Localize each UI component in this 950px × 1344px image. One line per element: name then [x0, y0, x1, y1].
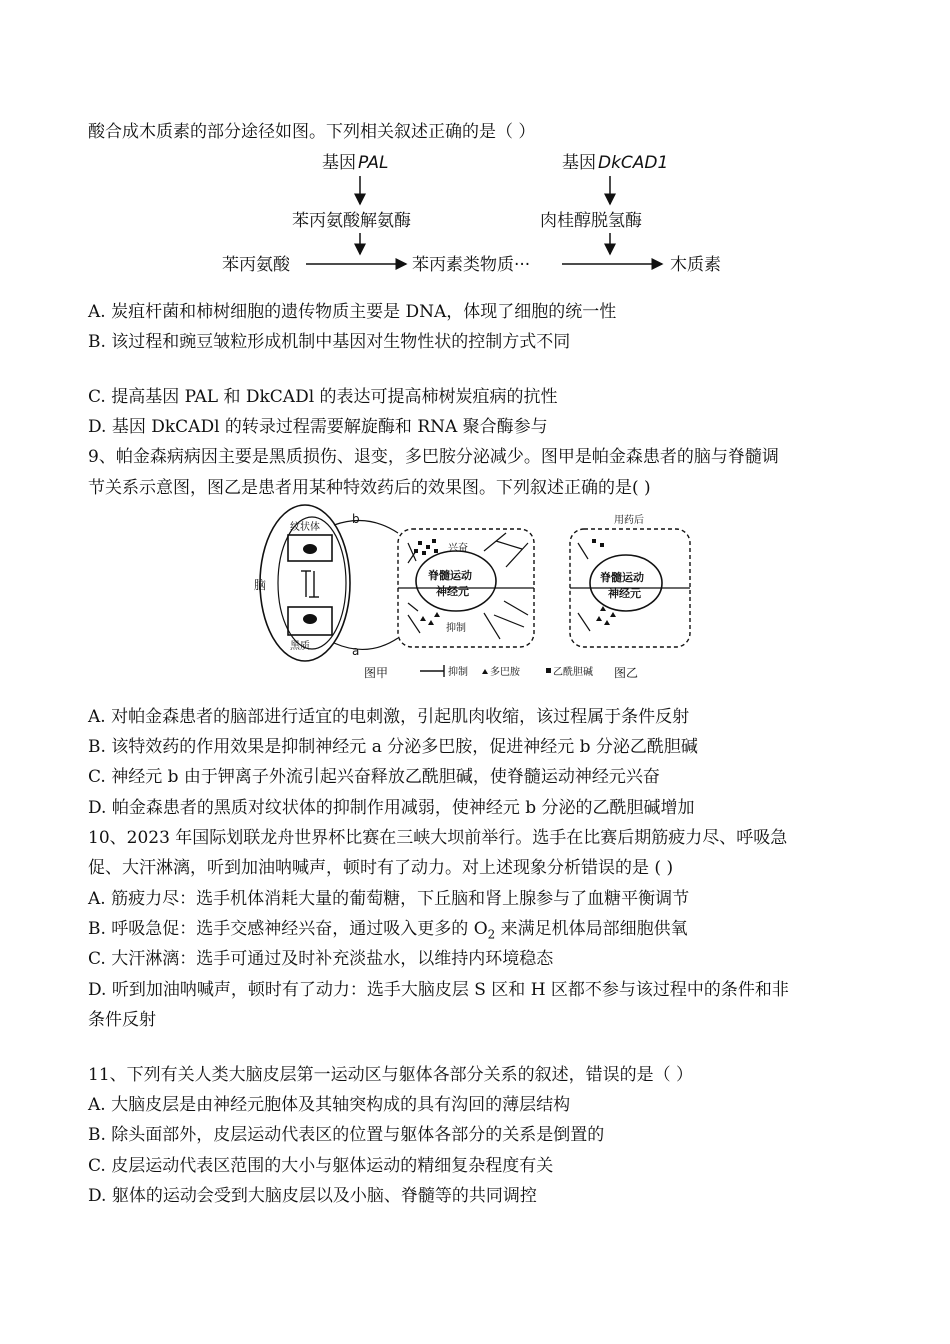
- q10-option-d-line2: 条件反射: [88, 1010, 156, 1030]
- q10-option-d-line1: D. 听到加油呐喊声，顿时有了动力：选手大脑皮层 S 区和 H 区都不参与该过程中的条件和非: [88, 980, 789, 1000]
- nigra-label: 黑质: [290, 641, 310, 652]
- excite-label: 兴奋: [448, 543, 468, 554]
- intermediate-label: 苯丙素类物质···: [412, 255, 531, 275]
- q9-stem-line2: 节关系示意图，图乙是患者用某种特效药后的效果图。下列叙述正确的是( ): [88, 478, 651, 498]
- dendrite-top: [484, 533, 528, 567]
- q10-option-c: C. 大汗淋漓：选手可通过及时补充淡盐水，以维持内环境稳态: [88, 949, 554, 969]
- q11-option-c: C. 皮层运动代表区范围的大小与躯体运动的精细复杂程度有关: [88, 1156, 554, 1176]
- enzyme-pal: 苯丙氨酸解氨酶: [292, 211, 411, 231]
- q10-option-b-post: 来满足机体局部细胞供氧: [495, 919, 688, 939]
- synapse-terminal-top: [408, 543, 416, 563]
- nigra-nucleus: [303, 614, 317, 624]
- q11-option-d: D. 躯体的运动会受到大脑皮层以及小脑、脊髓等的共同调控: [88, 1186, 537, 1206]
- dopamine-particle: [596, 616, 602, 621]
- q8-option-b: B. 该过程和豌豆皱粒形成机制中基因对生物性状的控制方式不同: [88, 332, 571, 352]
- enzyme-dk: 肉桂醇脱氢酶: [540, 211, 642, 231]
- lignin-pathway-diagram: [200, 146, 760, 278]
- ach-particle: [432, 539, 436, 543]
- after-drug-label: 用药后: [614, 515, 644, 526]
- pathway-a: [334, 638, 398, 649]
- q9-option-b: B. 该特效药的作用效果是抑制神经元 a 分泌多巴胺，促进神经元 b 分泌乙酰胆碱: [88, 737, 698, 757]
- synapse-terminal-bottom: [408, 603, 420, 633]
- dopamine-particle: [434, 612, 440, 617]
- q10-option-b-sub: 2: [487, 927, 496, 942]
- q10-option-a: A. 筋疲力尽：选手机体消耗大量的葡萄糖，下丘脑和肾上腺参与了血糖平衡调节: [88, 889, 690, 909]
- substrate-label: 苯丙氨酸: [222, 255, 290, 275]
- caption-yi: 图乙: [614, 666, 639, 680]
- legend-ach-icon: [546, 668, 551, 673]
- legend-dopamine-label: 多巴胺: [490, 667, 520, 678]
- gene-dk-prefix: 基因: [562, 153, 596, 173]
- ach-particle: [592, 539, 596, 543]
- ach-particle: [434, 549, 438, 553]
- q8-option-c: C. 提高基因 PAL 和 DkCADl 的表达可提高柿树炭疽病的抗性: [88, 387, 558, 407]
- neuron-jia-line2: 神经元: [436, 585, 469, 598]
- synapse-terminals-yi: [578, 543, 590, 631]
- label-a: a: [352, 644, 360, 658]
- gene-pal-name: PAL: [358, 153, 389, 173]
- caption-jia: 图甲: [364, 666, 389, 680]
- gene-pal-prefix: 基因: [322, 153, 356, 173]
- legend-inhibit-label: 抑制: [448, 667, 468, 678]
- striatum-nucleus: [303, 544, 317, 554]
- label-b: b: [352, 512, 360, 526]
- q8-stem-tail: 酸合成木质素的部分途径如图。下列相关叙述正确的是（ ）: [88, 122, 536, 142]
- q10-option-b-pre: B. 呼吸急促：选手交感神经兴奋，通过吸入更多的 O: [88, 919, 488, 939]
- q11-option-b: B. 除头面部外，皮层运动代表区的位置与躯体各部分的关系是倒置的: [88, 1125, 605, 1145]
- legend-dopamine-icon: [482, 669, 488, 674]
- q9-stem-line1: 9、帕金森病病因主要是黑质损伤、退变，多巴胺分泌减少。图甲是帕金森患者的脑与脊髓调: [88, 447, 779, 467]
- ach-particle: [600, 543, 604, 547]
- ach-particle: [426, 545, 430, 549]
- q10-stem-line2: 促、大汗淋漓，听到加油呐喊声，顿时有了动力。对上述现象分析错误的是 ( ): [88, 858, 674, 878]
- q8-option-a: A. 炭疽杆菌和柿树细胞的遗传物质主要是 DNA，体现了细胞的统一性: [88, 302, 617, 322]
- dopamine-particle: [604, 620, 610, 625]
- dopamine-particle: [428, 620, 434, 625]
- q10-option-b: [88, 918, 688, 945]
- dopamine-particle: [420, 616, 426, 621]
- dopamine-particle: [610, 612, 616, 617]
- q9-option-c: C. 神经元 b 由于钾离子外流引起兴奋释放乙酰胆碱，使脊髓运动神经元兴奋: [88, 767, 660, 787]
- gene-dk-name: DkCAD1: [598, 153, 669, 173]
- product-label: 木质素: [670, 255, 721, 275]
- q11-stem: 11、下列有关人类大脑皮层第一运动区与躯体各部分关系的叙述，错误的是（ ）: [88, 1065, 694, 1085]
- dendrite-bottom: [484, 601, 528, 639]
- inhibit-label: 抑制: [446, 623, 466, 634]
- pathway-b: [334, 521, 398, 534]
- q11-option-a: A. 大脑皮层是由神经元胞体及其轴突构成的具有沟回的薄层结构: [88, 1095, 571, 1115]
- legend-ach-label: 乙酰胆碱: [553, 667, 593, 678]
- q10-stem-line1: 10、2023 年国际划联龙舟世界杯比赛在三峡大坝前举行。选手在比赛后期筋疲力尽、呼吸急: [88, 828, 788, 848]
- neuron-yi-line2: 神经元: [608, 587, 641, 600]
- neuron-yi-line1: 脊髓运动: [600, 571, 644, 584]
- neuron-jia-line1: 脊髓运动: [428, 569, 472, 582]
- brain-label: 脑: [254, 578, 267, 592]
- q8-option-d: D. 基因 DkCADl 的转录过程需要解旋酶和 RNA 聚合酶参与: [88, 417, 548, 437]
- parkinson-figure: [248, 503, 708, 685]
- q9-option-a: A. 对帕金森患者的脑部进行适宜的电刺激，引起肌肉收缩，该过程属于条件反射: [88, 707, 690, 727]
- q9-option-d: D. 帕金森患者的黑质对纹状体的抑制作用减弱，使神经元 b 分泌的乙酰胆碱增加: [88, 798, 695, 818]
- ach-particle: [422, 551, 426, 555]
- ach-particle: [418, 541, 422, 545]
- striatum-label: 纹状体: [290, 522, 320, 533]
